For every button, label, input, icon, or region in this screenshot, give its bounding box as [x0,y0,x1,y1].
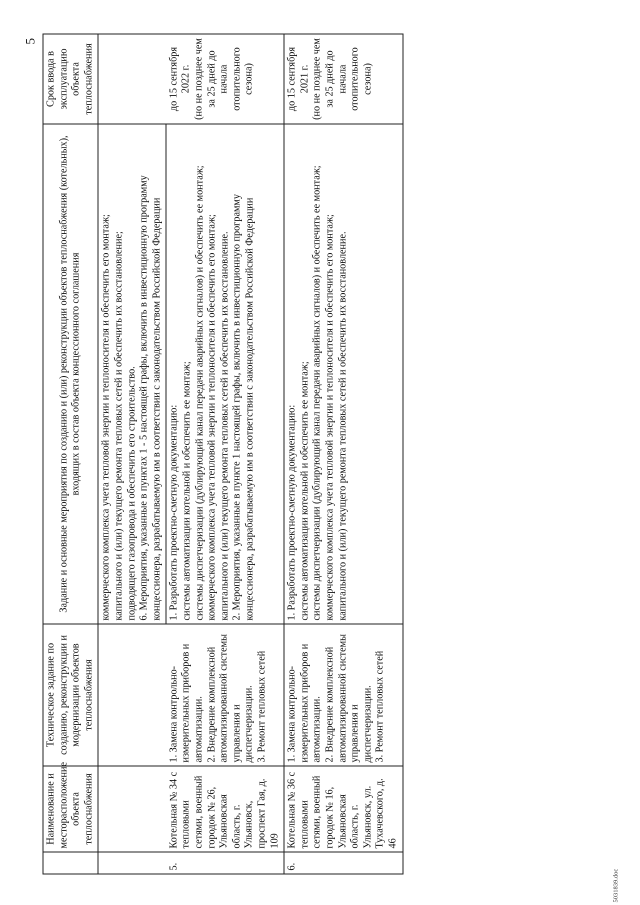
tz-line: 1. Замена контрольно-измерительных приборов и автоматизации. [168,643,205,763]
task-line: системы диспетчеризации (дублирующий канал передачи аварийных сигналов) и обеспечить ее монтаж; [194,165,206,621]
task-line: коммерческого комплекса учета тепловой энергии и теплоносителя и обеспечить его монтаж; [100,214,112,621]
row-tz [166,624,284,766]
tz-line: 1. Замена контрольно-измерительных приборов и автоматизации. [286,643,323,763]
task-line: системы автоматизации котельной и обеспечить ее монтаж; [299,361,311,621]
header-num [43,852,98,874]
task-line: коммерческого комплекса учета тепловой энергии и теплоносителя и обеспечить его монтаж; [324,214,336,621]
table-header-row [43,34,98,874]
term-note: (но не позднее чем за 25 дней до начала отопительного сезона) [311,38,374,120]
header-task: Задание и основные мероприятия по созданию и (или) реконструкции объектов теплоснабжения (котельных), входящих в состав объекта концессионного соглашения [43,124,98,624]
cont-num [98,852,166,874]
file-code: 5031839.doc [612,868,620,903]
table-row [284,34,402,874]
table-row [166,34,284,874]
task-line: капитального и (или) текущего ремонта тепловых сетей и обеспечить их восстановление; [113,231,125,621]
cont-task [98,124,166,624]
term-date: до 15 сентября 2021 г. [286,46,311,112]
cont-name [98,766,166,852]
row-num: 5. [166,852,284,874]
row-num: 6. [284,852,402,874]
row-name: Котельная № 34 с тепловыми сетями, военный городок № 26, Ульяновская область, г. Ульяновск, проспект Гая, д. 109 [166,766,284,852]
page-number: 5 [22,38,38,45]
row-term [284,34,402,124]
task-line: капитального и (или) текущего ремонта тепловых сетей и обеспечить их восстановление. [337,231,349,621]
task-line: системы диспетчеризации (дублирующий канал передачи аварийных сигналов) и обеспечить ее монтаж; [311,165,323,621]
rotated-sheet [1,0,640,905]
tz-line: 3. Ремонт тепловых сетей [256,650,268,763]
task-line: системы автоматизации котельной и обеспечить ее монтаж; [181,361,193,621]
task-line: подводящего газопровода и обеспечить его строительство. [126,366,138,621]
task-line: 1. Разработать проектно-сметную документацию: [286,404,298,621]
row-tz [284,624,402,766]
term-note: (но не позднее чем за 25 дней до начала отопительного сезона) [193,38,255,120]
row-task [284,124,402,624]
row-name: Котельная № 36 с тепловыми сетями, военный городок № 16, Ульяновская область, г. Ульяновск, ул. Тухачевского, д. 46 [284,766,402,852]
row-term [166,34,284,124]
continuation-row [98,34,166,874]
requirements-table [43,34,404,875]
task-line: 1. Разработать проектно-сметную документацию: [168,404,180,621]
term-date: до 15 сентября 2022 г. [168,46,192,112]
tz-line: 2. Внедрение комплексной автоматизированной системы управления и диспетчеризации. [324,634,374,763]
row-task [166,124,284,624]
cont-tz [98,624,166,766]
task-line: капитального и (или) текущего ремонта тепловых сетей и обеспечить их восстановление. [219,231,231,621]
tz-line: 3. Ремонт тепловых сетей [374,650,386,763]
header-name: Наименование и месторасположение объекта теплоснабжения [43,766,98,852]
task-line: 2. Мероприятия, указанные в пункте 1 настоящей графы, включить в инвестиционную программу концессионера, разрабатываемую им в соответствии с законодательством Российской Федерации [231,194,256,621]
task-line: коммерческого комплекса учета тепловой энергии и теплоносителя и обеспечить его монтаж; [206,214,218,621]
header-tz: Техническое задание по созданию, реконструкции и модернизации объектов теплоснабжения [43,624,98,766]
cont-term [98,34,166,124]
task-line: 6. Мероприятия, указанные в пунктах 1 - 5 настоящей графы, включить в инвестиционную программу концессионера, разрабатываемую им в соответствии с законодательством Российской Федерации [138,175,163,621]
header-term: Срок ввода в эксплуатацию объекта теплоснабжения [43,34,98,124]
tz-line: 2. Внедрение комплексной автоматизированной системы управления и диспетчеризации. [206,634,255,763]
